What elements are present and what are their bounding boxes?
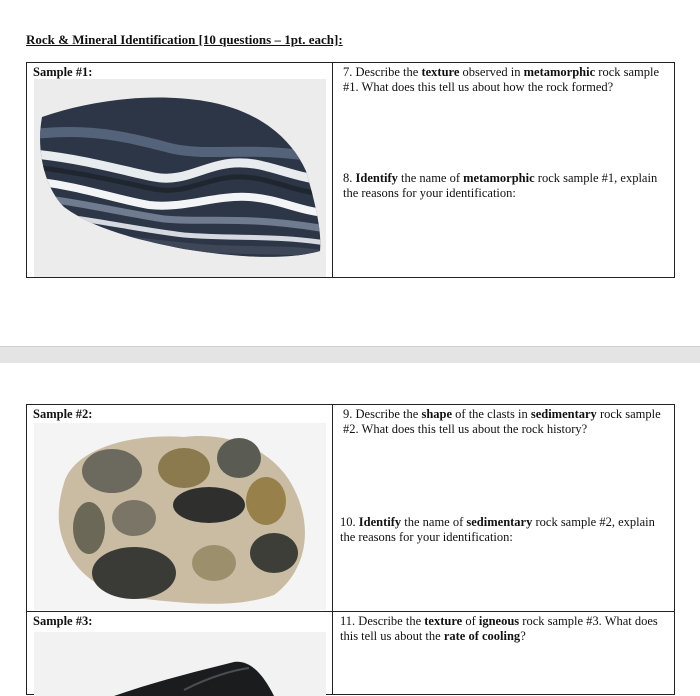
sample-1-rock-image [34, 79, 326, 277]
page-break [0, 347, 700, 363]
sample-3-image-cell [27, 612, 333, 695]
question-8: 8. Identify the name of metamorphic rock sample #1, explain the reasons for your identification: [343, 171, 658, 200]
sample-2-label: Sample #2: [33, 407, 93, 421]
question-10: 10. Identify the name of sedimentary rock sample #2, explain the reasons for your identification: [340, 515, 655, 544]
question-number: 9. [343, 407, 353, 421]
sample-3-questions-cell [333, 612, 675, 695]
question-number: 7. [343, 65, 353, 79]
sample-1-label: Sample #1: [33, 65, 93, 79]
samples-2-3-table [26, 404, 675, 695]
sample-1-image-cell [27, 63, 333, 278]
sample-1-questions-cell [333, 63, 675, 278]
sample-2-rock-image [34, 423, 326, 610]
worksheet-title: Rock & Mineral Identification [10 questions – 1pt. each]: [26, 32, 343, 47]
sample-1-table [26, 62, 675, 278]
question-11: 11. Describe the texture of igneous rock sample #3. What does this tell us about the rate of cooling? [340, 614, 658, 643]
question-9: 9. Describe the shape of the clasts in sedimentary rock sample #2. What does this tell us about the rock history? [343, 407, 661, 436]
sample-2-image-cell [27, 405, 333, 612]
question-number: 8. [343, 171, 353, 185]
sample-3-label: Sample #3: [33, 614, 93, 628]
question-7: 7. Describe the texture observed in metamorphic rock sample #1. What does this tell us about how the rock formed? [343, 65, 660, 94]
question-number: 11. [340, 614, 356, 628]
sample-3-rock-image [34, 632, 326, 696]
sample-2-questions-cell [333, 405, 675, 612]
question-number: 10. [340, 515, 356, 529]
